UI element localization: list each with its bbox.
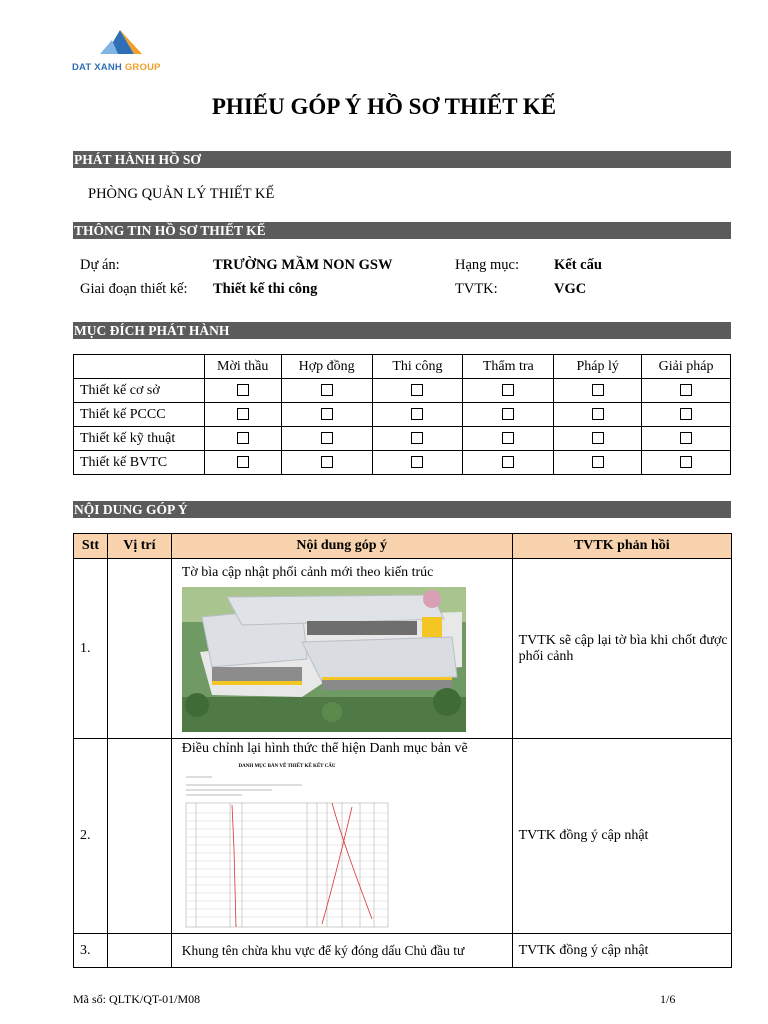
consultant-label: TVTK: — [455, 281, 498, 297]
category-value: Kết cấu — [554, 257, 602, 273]
checkbox[interactable] — [592, 408, 604, 420]
checkbox[interactable] — [411, 408, 423, 420]
table-row — [74, 739, 732, 934]
row-content: Khung tên chừa khu vực để ký đóng dấu Chủ đầu tư — [171, 934, 512, 968]
row-content-text: Tờ bìa cập nhật phối cảnh mới theo kiến trúc — [181, 565, 434, 580]
header-content: Nội dung góp ý — [171, 534, 512, 559]
purpose-row — [74, 427, 731, 451]
comments-table — [73, 533, 732, 968]
purpose-col-header: Mời thầu — [204, 355, 281, 379]
purpose-corner-cell — [74, 355, 205, 379]
purpose-col-header: Hợp đồng — [281, 355, 372, 379]
footer-page-number: 1/6 — [660, 992, 676, 1006]
purpose-row-label: Thiết kế BVTC — [74, 451, 205, 475]
category-label: Hạng mục: — [455, 257, 520, 273]
checkbox[interactable] — [592, 432, 604, 444]
table-row — [74, 559, 732, 739]
checkbox[interactable] — [680, 408, 692, 420]
purpose-row — [74, 451, 731, 475]
stage-value: Thiết kế thi công — [213, 281, 318, 297]
row-content-text: Điều chỉnh lại hình thức thể hiện Danh mục bản vẽ — [181, 741, 468, 756]
purpose-row-label: Thiết kế cơ sở — [74, 379, 205, 403]
purpose-header-row — [74, 355, 731, 379]
purpose-col-header: Pháp lý — [554, 355, 642, 379]
section-bar-issue: PHÁT HÀNH HỒ SƠ — [73, 151, 731, 168]
row-content — [171, 739, 512, 934]
checkbox[interactable] — [321, 408, 333, 420]
checkbox[interactable] — [502, 408, 514, 420]
document-title: PHIẾU GÓP Ý HỒ SƠ THIẾT KẾ — [211, 94, 557, 119]
row-position — [107, 934, 171, 968]
stage-label: Giai đoạn thiết kế: — [80, 281, 188, 297]
consultant-value: VGC — [554, 281, 587, 297]
company-logo — [72, 24, 182, 76]
checkbox[interactable] — [411, 456, 423, 468]
row-response: TVTK đồng ý cập nhật — [512, 739, 731, 934]
checkbox[interactable] — [502, 432, 514, 444]
checkbox[interactable] — [680, 456, 692, 468]
header-position: Vị trí — [107, 534, 171, 559]
section-bar-content: NỘI DUNG GÓP Ý — [73, 501, 731, 518]
checkbox[interactable] — [502, 456, 514, 468]
project-value: TRƯỜNG MẦM NON GSW — [213, 257, 393, 273]
comments-header-row — [74, 534, 732, 559]
logo-text-part2: GROUP — [124, 62, 161, 73]
footer-code: Mã số: QLTK/QT-01/M08 — [73, 992, 201, 1006]
checkbox[interactable] — [680, 432, 692, 444]
logo-wordmark — [72, 62, 161, 73]
checkbox[interactable] — [321, 432, 333, 444]
checkbox[interactable] — [502, 384, 514, 396]
checkbox[interactable] — [237, 384, 249, 396]
school-rendering-image — [182, 587, 466, 732]
section-bar-info: THÔNG TIN HỒ SƠ THIẾT KẾ — [73, 222, 731, 239]
header-stt: Stt — [74, 534, 108, 559]
purpose-col-header: Giải pháp — [642, 355, 731, 379]
checkbox[interactable] — [680, 384, 692, 396]
checkbox[interactable] — [237, 408, 249, 420]
section-bar-purpose: MỤC ĐÍCH PHÁT HÀNH — [73, 322, 731, 339]
logo-text-part1: DAT XANH — [72, 62, 122, 73]
row-position — [107, 559, 171, 739]
purpose-col-header: Thi công — [372, 355, 463, 379]
project-label: Dự án: — [80, 257, 120, 273]
doc-image-title: DANH MỤC BẢN VẼ THIẾT KẾ KẾT CẤU — [238, 764, 336, 769]
checkbox[interactable] — [592, 456, 604, 468]
checkbox[interactable] — [411, 384, 423, 396]
logo-mark-icon — [72, 24, 182, 64]
row-stt: 2. — [74, 739, 108, 934]
checkbox[interactable] — [321, 384, 333, 396]
checkbox[interactable] — [237, 456, 249, 468]
issuer-text: PHÒNG QUẢN LÝ THIẾT KẾ — [88, 186, 275, 202]
purpose-table — [73, 354, 731, 475]
row-position — [107, 739, 171, 934]
purpose-row-label: Thiết kế kỹ thuật — [74, 427, 205, 451]
checkbox[interactable] — [237, 432, 249, 444]
row-content — [171, 559, 512, 739]
row-stt: 1. — [74, 559, 108, 739]
drawing-list-image — [182, 759, 392, 929]
purpose-row — [74, 403, 731, 427]
checkbox[interactable] — [592, 384, 604, 396]
row-response: TVTK đồng ý cập nhật — [512, 934, 731, 968]
row-response: TVTK sẽ cập lại tờ bìa khi chốt được phối cảnh — [512, 559, 731, 739]
row-stt: 3. — [74, 934, 108, 968]
table-row — [74, 934, 732, 968]
purpose-row — [74, 379, 731, 403]
checkbox[interactable] — [321, 456, 333, 468]
purpose-row-label: Thiết kế PCCC — [74, 403, 205, 427]
header-response: TVTK phản hồi — [512, 534, 731, 559]
purpose-col-header: Thẩm tra — [463, 355, 554, 379]
checkbox[interactable] — [411, 432, 423, 444]
